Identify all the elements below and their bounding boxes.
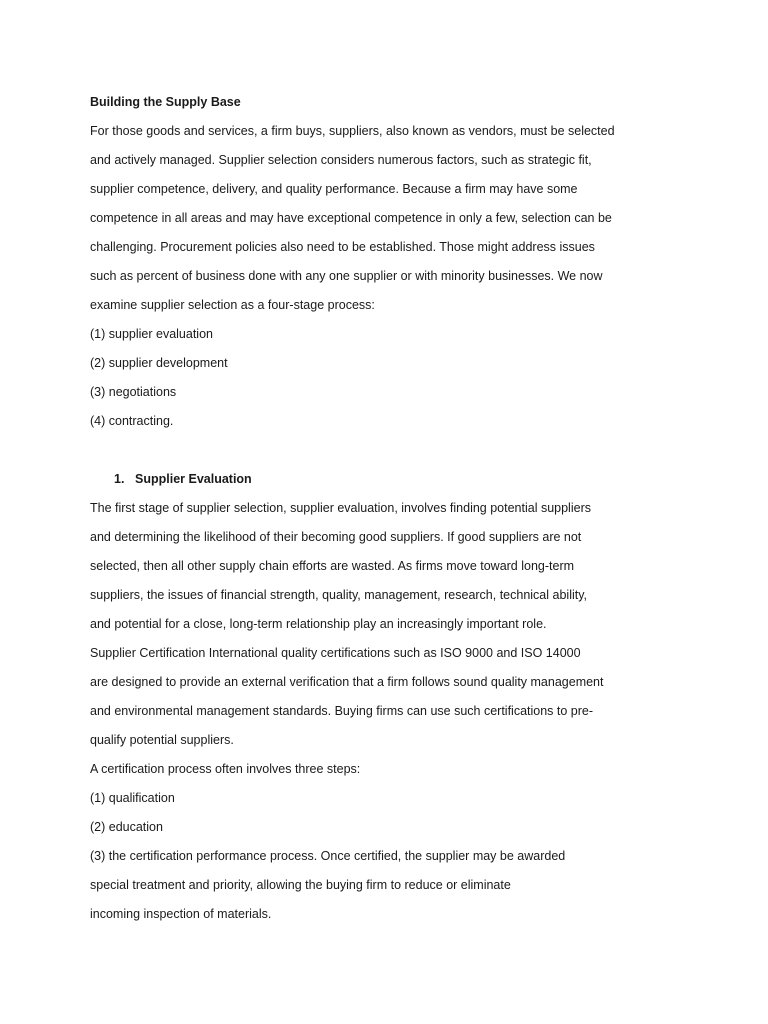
body-line: incoming inspection of materials. bbox=[90, 907, 272, 921]
stage-item: (4) contracting. bbox=[90, 414, 174, 428]
body-line: qualify potential suppliers. bbox=[90, 733, 234, 747]
section-body bbox=[90, 494, 650, 929]
intro-line: such as percent of business done with any one supplier or with minority businesses. We now bbox=[90, 269, 603, 283]
section-spacer bbox=[90, 436, 650, 465]
intro-line: supplier competence, delivery, and quality performance. Because a firm may have some bbox=[90, 182, 578, 196]
document-title: Building the Supply Base bbox=[90, 95, 241, 109]
body-line: (2) education bbox=[90, 820, 163, 834]
body-line: special treatment and priority, allowing the buying firm to reduce or eliminate bbox=[90, 878, 511, 892]
document-page bbox=[90, 88, 650, 929]
intro-line: examine supplier selection as a four-stage process: bbox=[90, 298, 375, 312]
body-line: (1) qualification bbox=[90, 791, 175, 805]
intro-line: competence in all areas and may have exceptional competence in only a few, selection can be bbox=[90, 211, 612, 225]
body-line: are designed to provide an external verification that a firm follows sound quality management bbox=[90, 675, 604, 689]
intro-line: challenging. Procurement policies also need to be established. Those might address issues bbox=[90, 240, 595, 254]
stage-item: (1) supplier evaluation bbox=[90, 327, 213, 341]
intro-line: and actively managed. Supplier selection considers numerous factors, such as strategic fit, bbox=[90, 153, 592, 167]
stage-item: (2) supplier development bbox=[90, 356, 228, 370]
stages-list bbox=[90, 320, 650, 436]
body-line: and potential for a close, long-term relationship play an increasingly important role. bbox=[90, 617, 547, 631]
body-line: selected, then all other supply chain efforts are wasted. As firms move toward long-term bbox=[90, 559, 575, 573]
section-heading bbox=[90, 465, 650, 494]
body-line: (3) the certification performance process. Once certified, the supplier may be awarded bbox=[90, 849, 566, 863]
body-line: A certification process often involves three steps: bbox=[90, 762, 361, 776]
body-line: and determining the likelihood of their becoming good suppliers. If good suppliers are not bbox=[90, 530, 582, 544]
intro-line: For those goods and services, a firm buys, suppliers, also known as vendors, must be selected bbox=[90, 124, 615, 138]
stage-item: (3) negotiations bbox=[90, 385, 177, 399]
intro-paragraph bbox=[90, 117, 650, 320]
body-line: Supplier Certification International quality certifications such as ISO 9000 and ISO 14000 bbox=[90, 646, 581, 660]
section-title: Supplier Evaluation bbox=[135, 472, 252, 486]
section-number: 1. bbox=[114, 472, 125, 486]
body-line: The first stage of supplier selection, supplier evaluation, involves finding potential suppliers bbox=[90, 501, 591, 515]
body-line: and environmental management standards. Buying firms can use such certifications to pre- bbox=[90, 704, 594, 718]
body-line: suppliers, the issues of financial strength, quality, management, research, technical ability, bbox=[90, 588, 588, 602]
